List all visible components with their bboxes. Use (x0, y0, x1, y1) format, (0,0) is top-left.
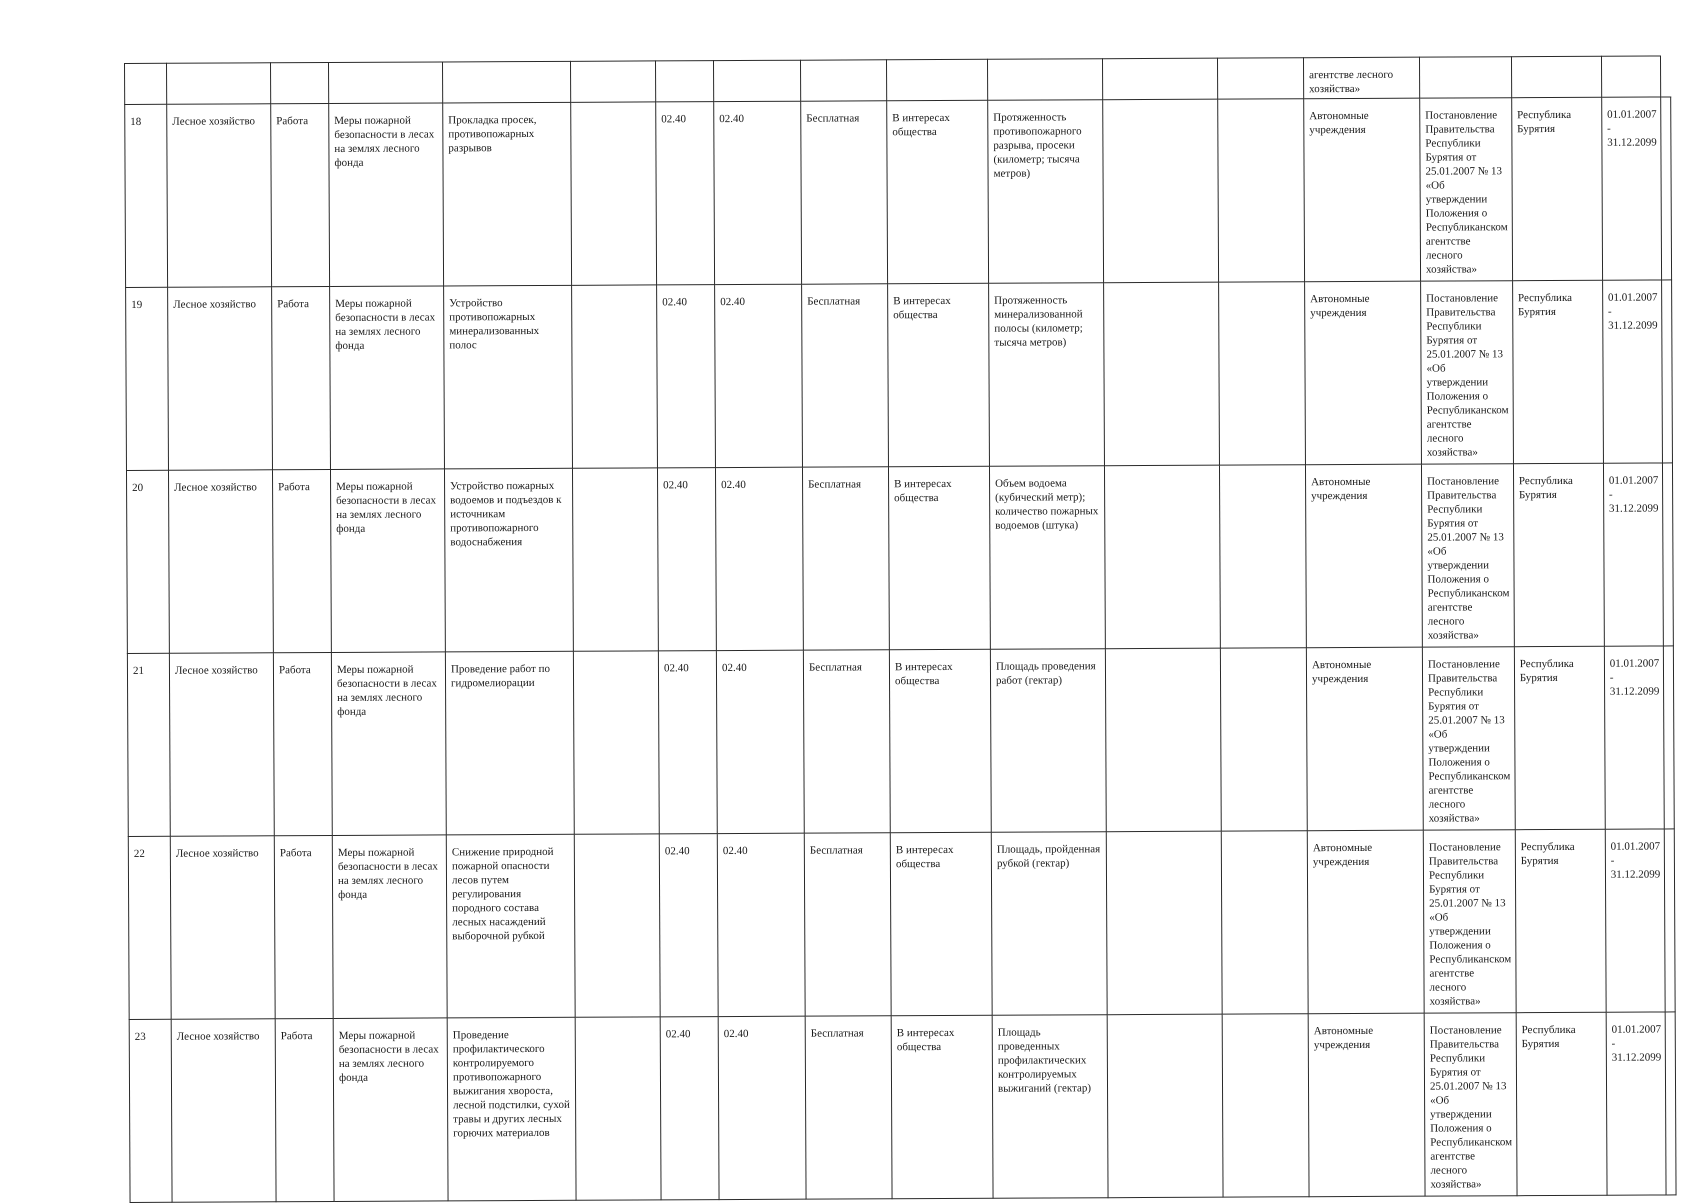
interest: В интересах общества (891, 1015, 993, 1198)
validity-period: 01.01.2007 - 31.12.2099 (1606, 1012, 1666, 1195)
interest: В интересах общества (888, 283, 990, 466)
okved-code-2: 02.40 (715, 467, 803, 650)
okved-code-2: 02.40 (715, 284, 803, 467)
payment-type: Бесплатная (802, 284, 889, 467)
validity-period: 01.01.2007 - 31.12.2099 (1604, 646, 1664, 829)
row-number: 19 (126, 287, 169, 470)
table-row (125, 97, 1672, 288)
cell-name (442, 61, 570, 103)
cell-category (329, 62, 443, 104)
blank-1 (1104, 465, 1220, 649)
category: Меры пожарной безопасности в лесах на землях лесного фонда (333, 1018, 448, 1202)
work-name: Проведение профилактического контролируемого противопожарного выжигания хвороста, лесной подстилки, сухой травы и других лесных горючих материалов (447, 1017, 576, 1201)
interest: В интересах общества (887, 100, 989, 283)
category: Меры пожарной безопасности в лесах на землях лесного фонда (332, 835, 447, 1019)
validity-period: 01.01.2007 - 31.12.2099 (1603, 463, 1663, 646)
region: Республика Бурятия (1514, 646, 1605, 829)
institution-type: Автономные учреждения (1307, 830, 1424, 1014)
interest: В интересах общества (888, 466, 990, 649)
last-col (1665, 1012, 1676, 1195)
volume-indicator: Объем водоема (кубический метр); количество пожарных водоемов (штука) (989, 466, 1105, 650)
blank-1 (1106, 831, 1222, 1015)
legal-basis: Постановление Правительства Республики Бурятия от 25.01.2007 № 13 «Об утверждении Положения о Республиканском агентстве лесного хозяйства» (1421, 281, 1514, 464)
volume-indicator: Площадь проведенных профилактических контролируемых выжиганий (гектар) (992, 1015, 1108, 1199)
volume-indicator: Протяженность минерализованной полосы (километр; тысяча метров) (989, 283, 1105, 467)
validity-period: 01.01.2007 - 31.12.2099 (1601, 97, 1661, 280)
cell-decree: агентстве лесного хозяйства» (1303, 57, 1419, 99)
okved-code-2: 02.40 (717, 833, 805, 1016)
institution-type: Автономные учреждения (1306, 647, 1423, 831)
blank-2 (1218, 99, 1305, 282)
institution-type: Автономные учреждения (1305, 464, 1422, 648)
table-row (129, 1012, 1676, 1203)
kind: Работа (273, 652, 332, 835)
industry: Лесное хозяйство (170, 836, 275, 1020)
blank-1 (1107, 1014, 1223, 1198)
region: Республика Бурятия (1513, 463, 1604, 646)
okved-code: 02.40 (659, 834, 718, 1017)
cell-code1 (655, 61, 713, 102)
region: Республика Бурятия (1516, 1012, 1607, 1195)
kind: Работа (272, 286, 331, 469)
blank-2 (1221, 831, 1308, 1014)
volume-indicator: Площадь проведения работ (гектар) (990, 649, 1106, 833)
interest: В интересах общества (890, 832, 992, 1015)
payment-type: Бесплатная (802, 467, 889, 650)
row-number: 22 (128, 836, 171, 1019)
last-col (1663, 463, 1674, 646)
industry: Лесное хозяйство (168, 287, 273, 471)
validity-period: 01.01.2007 - 31.12.2099 (1605, 829, 1665, 1012)
payment-type: Бесплатная (803, 650, 890, 833)
last-col (1661, 97, 1672, 280)
kind: Работа (272, 469, 331, 652)
cell-blank2 (1217, 58, 1303, 99)
payment-type: Бесплатная (801, 101, 888, 284)
cell-period (1511, 56, 1601, 97)
okved-code-2: 02.40 (716, 650, 804, 833)
kind: Работа (275, 1018, 334, 1201)
work-name: Устройство пожарных водоемов и подъездов к источникам противопожарного водоснабжения (444, 468, 573, 652)
payment-type: Бесплатная (805, 1016, 892, 1199)
region: Республика Бурятия (1511, 97, 1602, 280)
extra (571, 102, 657, 285)
okved-code: 02.40 (660, 1017, 719, 1200)
blank-2 (1220, 648, 1307, 831)
legal-basis: Постановление Правительства Республики Бурятия от 25.01.2007 № 13 «Об утверждении Положения о Республиканском агентстве лесного хозяйства» (1421, 464, 1514, 647)
blank-2 (1219, 282, 1306, 465)
cell-interest (886, 59, 987, 100)
blank-2 (1222, 1014, 1309, 1197)
okved-code: 02.40 (656, 102, 715, 285)
region: Республика Бурятия (1512, 280, 1603, 463)
legal-basis: Постановление Правительства Республики Бурятия от 25.01.2007 № 13 «Об утверждении Положения о Республиканском агентстве лесного хозяйства» (1420, 98, 1513, 281)
row-number: 21 (127, 653, 170, 836)
okved-code-2: 02.40 (714, 101, 802, 284)
validity-period: 01.01.2007 - 31.12.2099 (1602, 280, 1662, 463)
blank-2 (1219, 465, 1306, 648)
table-row (128, 829, 1675, 1020)
okved-code-2: 02.40 (718, 1016, 806, 1199)
interest: В интересах общества (889, 649, 991, 832)
table-row (127, 646, 1674, 837)
cell-industry (167, 63, 271, 105)
okved-code: 02.40 (657, 468, 716, 651)
okved-code: 02.40 (657, 285, 716, 468)
category: Меры пожарной безопасности в лесах на землях лесного фонда (331, 652, 446, 836)
extra (575, 1017, 661, 1200)
institution-type: Автономные учреждения (1305, 281, 1422, 465)
cell-blank1 (1102, 58, 1217, 100)
extra (572, 468, 658, 651)
extra (573, 651, 659, 834)
extra (572, 285, 658, 468)
institution-type: Автономные учреждения (1308, 1013, 1425, 1197)
last-col (1664, 646, 1675, 829)
table-row (126, 280, 1673, 471)
cell-last (1601, 56, 1661, 97)
industry: Лесное хозяйство (168, 470, 273, 654)
cell-code2 (713, 60, 800, 101)
extra (574, 834, 660, 1017)
legal-basis: Постановление Правительства Республики Бурятия от 25.01.2007 № 13 «Об утверждении Положения о Республиканском агентстве лесного хозяйства» (1422, 647, 1515, 830)
work-name: Прокладка просек, противопожарных разрывов (443, 102, 572, 286)
volume-indicator: Протяженность противопожарного разрыва, просеки (километр; тысяча метров) (988, 100, 1104, 284)
category: Меры пожарной безопасности в лесах на землях лесного фонда (330, 286, 445, 470)
okved-code: 02.40 (658, 651, 717, 834)
services-registry-table (124, 55, 1677, 1203)
kind: Работа (274, 835, 333, 1018)
industry: Лесное хозяйство (171, 1019, 276, 1203)
cell-extra (570, 61, 655, 102)
work-name: Снижение природной пожарной опасности лесов путем регулирования породного состава лесных насаждений выборочной рубкой (446, 834, 575, 1018)
legal-basis: Постановление Правительства Республики Бурятия от 25.01.2007 № 13 «Об утверждении Положения о Республиканском агентстве лесного хозяйства» (1424, 1013, 1517, 1196)
legal-basis: Постановление Правительства Республики Бурятия от 25.01.2007 № 13 «Об утверждении Положения о Республиканском агентстве лесного хозяйства» (1423, 830, 1516, 1013)
cell-indicator (987, 59, 1102, 101)
category: Меры пожарной безопасности в лесах на землях лесного фонда (330, 469, 445, 653)
row-number: 18 (125, 104, 168, 287)
category: Меры пожарной безопасности в лесах на землях лесного фонда (329, 103, 444, 287)
blank-1 (1105, 648, 1221, 832)
payment-type: Бесплатная (804, 833, 891, 1016)
blank-1 (1103, 99, 1219, 283)
row-number: 23 (129, 1019, 172, 1202)
kind: Работа (271, 104, 330, 287)
industry: Лесное хозяйство (169, 653, 274, 837)
cell-num (125, 63, 167, 104)
cell-kind (271, 63, 329, 104)
last-col (1662, 280, 1673, 463)
volume-indicator: Площадь, пройденная рубкой (гектар) (991, 832, 1107, 1016)
row-number: 20 (126, 470, 169, 653)
cell-region (1419, 57, 1511, 98)
work-name: Устройство противопожарных минерализованных полос (444, 285, 573, 469)
last-col (1665, 829, 1676, 1012)
region: Республика Бурятия (1515, 829, 1606, 1012)
blank-1 (1104, 282, 1220, 466)
industry: Лесное хозяйство (167, 104, 272, 288)
table-row (126, 463, 1673, 654)
work-name: Проведение работ по гидромелиорации (445, 651, 574, 835)
cell-payment (800, 60, 886, 101)
institution-type: Автономные учреждения (1304, 98, 1421, 282)
